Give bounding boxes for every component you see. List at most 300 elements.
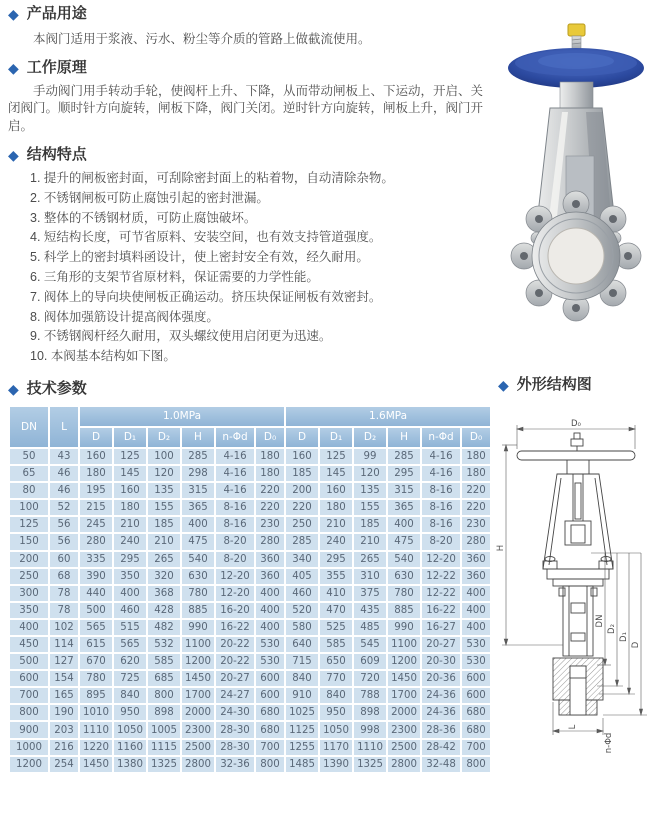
- table-cell: 210: [353, 533, 387, 550]
- table-cell: 300: [9, 585, 49, 602]
- table-cell: 620: [113, 653, 147, 670]
- table-cell: 1200: [181, 653, 215, 670]
- table-cell: 600: [9, 670, 49, 687]
- table-cell: 1005: [147, 721, 181, 738]
- table-cell: 285: [181, 448, 215, 465]
- principle-section-heading: [8, 58, 492, 78]
- table-row: [9, 516, 491, 533]
- table-cell: 680: [255, 704, 285, 721]
- table-cell: 700: [461, 739, 491, 756]
- table-cell: 12-20: [215, 568, 255, 585]
- table-cell: 16-27: [421, 619, 461, 636]
- table-cell: 365: [181, 499, 215, 516]
- table-cell: 285: [285, 533, 319, 550]
- table-cell: 600: [461, 687, 491, 704]
- table-cell: 670: [79, 653, 113, 670]
- table-row: [9, 465, 491, 482]
- section-diamond-icon: ◆: [8, 147, 19, 163]
- table-cell: 400: [255, 602, 285, 619]
- table-cell: 475: [387, 533, 421, 550]
- table-cell: 12-22: [421, 585, 461, 602]
- outline-section-heading: [498, 375, 592, 395]
- table-cell: 460: [285, 585, 319, 602]
- parameters-table-body: [9, 448, 491, 773]
- table-cell: 368: [147, 585, 181, 602]
- table-cell: 1050: [113, 721, 147, 738]
- features-title: 结构特点: [26, 146, 87, 163]
- table-cell: 1220: [79, 739, 113, 756]
- table-cell: 265: [147, 551, 181, 568]
- table-cell: 250: [9, 568, 49, 585]
- table-cell: 2000: [387, 704, 421, 721]
- table-cell: 780: [181, 585, 215, 602]
- table-row: [9, 653, 491, 670]
- table-cell: 20-22: [215, 653, 255, 670]
- table-cell: 195: [79, 482, 113, 499]
- table-cell: 640: [285, 636, 319, 653]
- col-header-d2: D₂: [353, 427, 387, 448]
- table-cell: 585: [147, 653, 181, 670]
- table-cell: 28-30: [215, 739, 255, 756]
- feature-item: 2. 不锈钢闸板可防止腐蚀引起的密封泄漏。: [30, 190, 269, 205]
- table-cell: 840: [285, 670, 319, 687]
- table-cell: 2500: [387, 739, 421, 756]
- table-cell: 240: [113, 533, 147, 550]
- table-cell: 8-20: [215, 533, 255, 550]
- table-row: [9, 602, 491, 619]
- table-cell: 600: [255, 687, 285, 704]
- valve-product-photo: [490, 16, 660, 356]
- table-cell: 1025: [285, 704, 319, 721]
- table-cell: 190: [49, 704, 79, 721]
- table-cell: 2000: [181, 704, 215, 721]
- table-cell: 375: [353, 585, 387, 602]
- table-cell: 4-16: [421, 465, 461, 482]
- table-cell: 102: [49, 619, 79, 636]
- table-row: [9, 551, 491, 568]
- table-cell: 1700: [181, 687, 215, 704]
- table-cell: 1390: [319, 756, 353, 773]
- table-cell: 565: [113, 636, 147, 653]
- table-cell: 400: [461, 585, 491, 602]
- table-cell: 56: [49, 516, 79, 533]
- col-header-d1: D₁: [113, 427, 147, 448]
- table-cell: 1100: [181, 636, 215, 653]
- table-cell: 8-16: [215, 499, 255, 516]
- table-cell: 8-16: [421, 499, 461, 516]
- table-row: [9, 499, 491, 516]
- table-cell: 390: [79, 568, 113, 585]
- table-cell: 1000: [9, 739, 49, 756]
- table-cell: 250: [285, 516, 319, 533]
- table-cell: 428: [147, 602, 181, 619]
- table-cell: 780: [79, 670, 113, 687]
- table-cell: 245: [79, 516, 113, 533]
- table-cell: 545: [353, 636, 387, 653]
- table-cell: 28-36: [421, 721, 461, 738]
- table-cell: 145: [113, 465, 147, 482]
- dim-label-l: L: [568, 724, 578, 730]
- usage-title: 产品用途: [26, 5, 87, 22]
- table-cell: 155: [147, 499, 181, 516]
- table-cell: 840: [319, 687, 353, 704]
- table-cell: 482: [147, 619, 181, 636]
- table-cell: 2800: [181, 756, 215, 773]
- stem-cap: [568, 24, 585, 49]
- table-cell: 180: [113, 499, 147, 516]
- table-cell: 24-36: [421, 704, 461, 721]
- table-cell: 20-22: [215, 636, 255, 653]
- table-cell: 400: [181, 516, 215, 533]
- table-cell: 160: [113, 482, 147, 499]
- table-cell: 615: [79, 636, 113, 653]
- table-cell: 32-36: [215, 756, 255, 773]
- table-cell: 1115: [147, 739, 181, 756]
- table-cell: 1050: [319, 721, 353, 738]
- table-cell: 135: [147, 482, 181, 499]
- table-cell: 135: [353, 482, 387, 499]
- table-cell: 1450: [181, 670, 215, 687]
- dim-label-h: H: [496, 544, 506, 552]
- table-cell: 46: [49, 465, 79, 482]
- feature-item: 9. 不锈钢阀杆经久耐用，双头螺纹使用启闭更为迅速。: [30, 329, 332, 344]
- table-cell: 240: [319, 533, 353, 550]
- table-cell: 515: [113, 619, 147, 636]
- features-section-heading: [8, 145, 492, 165]
- section-diamond-icon: ◆: [8, 59, 19, 76]
- col-header-d1: D₁: [319, 427, 353, 448]
- parameters-table: [8, 405, 492, 774]
- table-cell: 340: [285, 551, 319, 568]
- table-cell: 210: [319, 516, 353, 533]
- table-cell: 4-16: [215, 465, 255, 482]
- table-cell: 50: [9, 448, 49, 465]
- table-cell: 180: [319, 499, 353, 516]
- table-cell: 1200: [9, 756, 49, 773]
- table-cell: 950: [113, 704, 147, 721]
- table-cell: 350: [9, 602, 49, 619]
- table-cell: 1110: [79, 721, 113, 738]
- feature-item: 5. 科学上的密封填料函设计，使上密封安全有效，经久耐用。: [30, 250, 369, 265]
- table-cell: 52: [49, 499, 79, 516]
- table-cell: 360: [255, 551, 285, 568]
- table-cell: 4-16: [421, 448, 461, 465]
- table-cell: 532: [147, 636, 181, 653]
- table-cell: 530: [461, 653, 491, 670]
- table-cell: 440: [79, 585, 113, 602]
- table-cell: 315: [387, 482, 421, 499]
- table-cell: 1125: [285, 721, 319, 738]
- table-cell: 360: [255, 568, 285, 585]
- table-cell: 800: [9, 704, 49, 721]
- table-cell: 400: [387, 516, 421, 533]
- table-cell: 2800: [387, 756, 421, 773]
- table-cell: 210: [147, 533, 181, 550]
- table-cell: 8-20: [215, 551, 255, 568]
- table-row: [9, 756, 491, 773]
- table-row: [9, 568, 491, 585]
- table-cell: 580: [285, 619, 319, 636]
- table-cell: 220: [461, 482, 491, 499]
- outline-structure-drawing: [493, 403, 658, 803]
- table-cell: 280: [461, 533, 491, 550]
- parameters-title: 技术参数: [26, 379, 87, 397]
- table-cell: 298: [181, 465, 215, 482]
- table-cell: 20-36: [421, 670, 461, 687]
- table-cell: 8-16: [421, 516, 461, 533]
- table-row: [9, 448, 491, 465]
- table-cell: 435: [353, 602, 387, 619]
- table-cell: 315: [181, 482, 215, 499]
- principle-paragraph: 手动阀门用手转动手轮，使阀杆上升、下降，从而带动闸板上、下运动，开启、关闭阀门。顺时针方向旋转，闸板下降，阀门关闭。逆时针方向旋转，闸板上升，阀门开启。: [8, 83, 484, 133]
- usage-section-heading: [8, 4, 492, 24]
- table-cell: 355: [319, 568, 353, 585]
- table-cell: 360: [461, 568, 491, 585]
- table-cell: 1700: [387, 687, 421, 704]
- table-cell: 800: [255, 756, 285, 773]
- feature-item: 7. 阀体上的导向块使闸板正确运动。挤压块保证闸板有效密封。: [30, 289, 382, 304]
- table-cell: 8-16: [215, 516, 255, 533]
- table-cell: 180: [79, 465, 113, 482]
- table-cell: 895: [79, 687, 113, 704]
- dim-label-nphid: n-Φd: [604, 732, 614, 754]
- table-cell: 180: [255, 465, 285, 482]
- table-cell: 685: [147, 670, 181, 687]
- table-row: [9, 619, 491, 636]
- table-cell: 1200: [387, 653, 421, 670]
- table-row: [9, 533, 491, 550]
- table-cell: 565: [79, 619, 113, 636]
- table-cell: 600: [255, 670, 285, 687]
- feature-item: 10. 本阀基本结构如下图。: [30, 349, 176, 364]
- table-cell: 1100: [387, 636, 421, 653]
- table-cell: 1255: [285, 739, 319, 756]
- table-cell: 530: [255, 653, 285, 670]
- table-cell: 360: [461, 551, 491, 568]
- table-cell: 200: [285, 482, 319, 499]
- table-cell: 700: [255, 739, 285, 756]
- table-cell: 400: [461, 602, 491, 619]
- table-cell: 335: [79, 551, 113, 568]
- table-cell: 885: [181, 602, 215, 619]
- col-header-h: H: [181, 427, 215, 448]
- table-cell: 410: [319, 585, 353, 602]
- table-cell: 16-20: [215, 602, 255, 619]
- table-cell: 120: [147, 465, 181, 482]
- table-cell: 220: [255, 482, 285, 499]
- table-cell: 254: [49, 756, 79, 773]
- table-cell: 125: [113, 448, 147, 465]
- table-cell: 28-30: [215, 721, 255, 738]
- table-cell: 630: [181, 568, 215, 585]
- table-cell: 56: [49, 533, 79, 550]
- table-cell: 230: [255, 516, 285, 533]
- table-cell: 365: [387, 499, 421, 516]
- table-cell: 950: [319, 704, 353, 721]
- table-cell: 898: [353, 704, 387, 721]
- principle-title: 工作原理: [26, 58, 87, 76]
- table-cell: 1325: [353, 756, 387, 773]
- table-cell: 185: [285, 465, 319, 482]
- table-cell: 2500: [181, 739, 215, 756]
- table-cell: 180: [255, 448, 285, 465]
- dim-label-d: D: [631, 641, 641, 649]
- table-cell: 898: [147, 704, 181, 721]
- col-header-d2: D₂: [147, 427, 181, 448]
- table-cell: 400: [113, 585, 147, 602]
- table-cell: 160: [285, 448, 319, 465]
- table-cell: 12-22: [421, 568, 461, 585]
- table-cell: 16-22: [421, 602, 461, 619]
- table-cell: 788: [353, 687, 387, 704]
- table-cell: 80: [9, 482, 49, 499]
- table-cell: 155: [353, 499, 387, 516]
- table-cell: 630: [387, 568, 421, 585]
- feature-item: 6. 三角形的支架节省原材料，保证需要的力学性能。: [30, 269, 319, 284]
- table-cell: 525: [319, 619, 353, 636]
- table-cell: 285: [387, 448, 421, 465]
- col-header-d0: D₀: [255, 427, 285, 448]
- table-cell: 230: [461, 516, 491, 533]
- table-cell: 78: [49, 585, 79, 602]
- table-cell: 400: [255, 619, 285, 636]
- table-cell: 46: [49, 482, 79, 499]
- table-cell: 16-22: [215, 619, 255, 636]
- table-cell: 540: [181, 551, 215, 568]
- feature-item: 3. 整体的不锈钢材质，可防止腐蚀破坏。: [30, 210, 257, 225]
- table-cell: 500: [9, 653, 49, 670]
- table-cell: 650: [319, 653, 353, 670]
- table-cell: 715: [285, 653, 319, 670]
- table-cell: 530: [255, 636, 285, 653]
- table-cell: 1110: [353, 739, 387, 756]
- table-cell: 68: [49, 568, 79, 585]
- table-cell: 65: [9, 465, 49, 482]
- table-cell: 114: [49, 636, 79, 653]
- table-row: [9, 482, 491, 499]
- left-column: [8, 4, 492, 774]
- table-cell: 720: [353, 670, 387, 687]
- table-cell: 210: [113, 516, 147, 533]
- table-cell: 500: [79, 602, 113, 619]
- table-cell: 460: [113, 602, 147, 619]
- table-cell: 725: [113, 670, 147, 687]
- table-cell: 885: [387, 602, 421, 619]
- parameters-table-head: [9, 406, 491, 448]
- table-cell: 12-20: [215, 585, 255, 602]
- table-cell: 2300: [387, 721, 421, 738]
- col-header-l: L: [49, 406, 79, 448]
- table-cell: 12-20: [421, 551, 461, 568]
- dim-label-d1: D₁: [619, 632, 629, 642]
- table-cell: 700: [9, 687, 49, 704]
- parameters-section-heading: [8, 379, 492, 399]
- table-cell: 43: [49, 448, 79, 465]
- table-cell: 220: [285, 499, 319, 516]
- table-cell: 1010: [79, 704, 113, 721]
- feature-item: 4. 短结构长度，可节省原料、安装空间，也有效支持管道强度。: [30, 230, 382, 245]
- outline-title: 外形结构图: [516, 376, 592, 393]
- table-cell: 1325: [147, 756, 181, 773]
- table-cell: 185: [353, 516, 387, 533]
- table-cell: 530: [461, 636, 491, 653]
- table-cell: 485: [353, 619, 387, 636]
- table-cell: 4-16: [215, 448, 255, 465]
- table-cell: 160: [79, 448, 113, 465]
- table-cell: 24-30: [215, 704, 255, 721]
- table-cell: 609: [353, 653, 387, 670]
- col-header-d: D: [79, 427, 113, 448]
- table-cell: 8-16: [421, 482, 461, 499]
- table-cell: 680: [461, 704, 491, 721]
- features-list: [8, 169, 492, 367]
- feature-item: 1. 提升的闸板密封面，可刮除密封面上的粘着物，自动清除杂物。: [30, 171, 394, 185]
- col-group-1.6mpa: 1.6MPa: [285, 406, 491, 427]
- table-cell: 800: [461, 756, 491, 773]
- table-cell: 770: [319, 670, 353, 687]
- table-cell: 800: [147, 687, 181, 704]
- table-cell: 1485: [285, 756, 319, 773]
- table-cell: 470: [319, 602, 353, 619]
- table-cell: 990: [181, 619, 215, 636]
- wheel-hub: [560, 82, 593, 110]
- table-cell: 910: [285, 687, 319, 704]
- col-header-d0: D₀: [461, 427, 491, 448]
- table-row: [9, 687, 491, 704]
- table-cell: 4-16: [215, 482, 255, 499]
- table-row: [9, 704, 491, 721]
- table-cell: 203: [49, 721, 79, 738]
- table-cell: 220: [255, 499, 285, 516]
- table-cell: 125: [319, 448, 353, 465]
- table-cell: 320: [147, 568, 181, 585]
- table-cell: 600: [461, 670, 491, 687]
- table-cell: 840: [113, 687, 147, 704]
- table-cell: 475: [181, 533, 215, 550]
- table-cell: 400: [255, 585, 285, 602]
- table-cell: 350: [113, 568, 147, 585]
- table-cell: 220: [461, 499, 491, 516]
- table-cell: 1170: [319, 739, 353, 756]
- dim-label-dn: DN: [595, 614, 605, 628]
- table-cell: 180: [461, 448, 491, 465]
- table-cell: 405: [285, 568, 319, 585]
- section-diamond-icon: ◆: [8, 380, 19, 397]
- table-cell: 1160: [113, 739, 147, 756]
- table-cell: 1450: [79, 756, 113, 773]
- table-cell: 900: [9, 721, 49, 738]
- table-cell: 145: [319, 465, 353, 482]
- table-cell: 100: [9, 499, 49, 516]
- table-cell: 99: [353, 448, 387, 465]
- table-row: [9, 670, 491, 687]
- table-cell: 295: [387, 465, 421, 482]
- table-cell: 20-30: [421, 653, 461, 670]
- table-cell: 280: [255, 533, 285, 550]
- table-cell: 310: [353, 568, 387, 585]
- table-cell: 120: [353, 465, 387, 482]
- table-cell: 78: [49, 602, 79, 619]
- table-cell: 60: [49, 551, 79, 568]
- table-cell: 150: [9, 533, 49, 550]
- table-cell: 520: [285, 602, 319, 619]
- table-cell: 215: [79, 499, 113, 516]
- table-cell: 24-27: [215, 687, 255, 704]
- section-diamond-icon: ◆: [8, 6, 19, 22]
- usage-paragraph: 本阀门适用于浆液、污水、粉尘等介质的管路上做截流使用。: [33, 32, 371, 46]
- table-cell: 540: [387, 551, 421, 568]
- col-header-nphid: n-Φd: [421, 427, 461, 448]
